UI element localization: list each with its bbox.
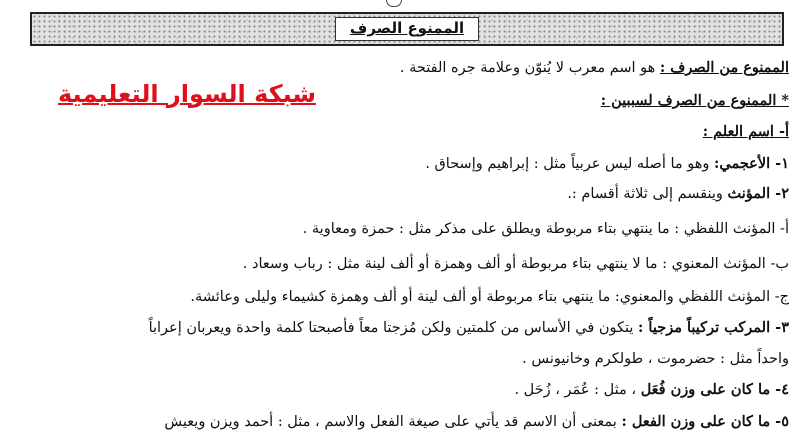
item-verb-term: ٥- ما كان على وزن الفعل : [621, 413, 789, 430]
definition-term: الممنوع من الصرف : [659, 59, 789, 76]
item-feminine-semantic: ب- المؤنث المعنوي : ما لا ينتهي بتاء مربوطة أو ألف وهمزة أو ألف لينة مثل : رباب وسعاد . [242, 256, 789, 272]
section-a-heading: أ- اسم العلم : [702, 123, 789, 140]
item-feminine-verbal: أ- المؤنث اللفظي : ما ينتهي بتاء مربوطة ويطلق على مذكر مثل : حمزة ومعاوية . [302, 221, 789, 237]
item-fuaal-pattern [514, 379, 789, 401]
item-feminine-term: ٢- المؤنث [727, 185, 789, 202]
item-feminine-text: وينقسم إلى ثلاثة أقسام :. [567, 186, 728, 202]
item-foreign-term: ١- الأعجمي: [714, 155, 789, 172]
item-feminine [567, 183, 789, 205]
title-banner [30, 12, 784, 46]
reasons-heading: * الممنوع من الصرف لسببين : [600, 92, 789, 109]
item-compound-term: ٣- المركب تركيباً مزجياً : [638, 319, 789, 336]
page-title: الممنوع الصرف [335, 17, 479, 41]
item-compound [149, 317, 789, 339]
item-fuaal-text: ، مثل : عُمَر ، زُحَل . [514, 382, 641, 398]
decorative-ornament [386, 0, 402, 7]
watermark-text: شبكة السوار التعليمية [58, 80, 316, 108]
item-feminine-both: ج- المؤنث اللفظي والمعنوي: ما ينتهي بتاء مربوطة أو ألف لينة أو ألف وهمزة كشيماء وليلى وعائشة. [190, 289, 789, 305]
item-verb-text: بمعنى أن الاسم قد يأتي على صيغة الفعل والاسم ، مثل : أحمد ويزن ويعيش [164, 414, 622, 430]
item-foreign-text: وهو ما أصله ليس عربياً مثل : إبراهيم وإسحاق . [425, 156, 714, 172]
item-foreign [425, 153, 789, 175]
item-compound-text: يتكون في الأساس من كلمتين ولكن مُزجتا معاً فأصبحتا كلمة واحدة ويعربان إعراباً [148, 320, 639, 336]
item-compound-continued: واحداً مثل : حضرموت ، طولكرم وخانيونس . [522, 351, 789, 367]
definition-line [400, 57, 789, 79]
item-fuaal-term: ٤- ما كان على وزن فُعَل [640, 381, 789, 398]
definition-text: هو اسم معرب لا يُنوّن وعلامة جره الفتحة . [399, 60, 660, 76]
item-verb-pattern [164, 411, 789, 433]
